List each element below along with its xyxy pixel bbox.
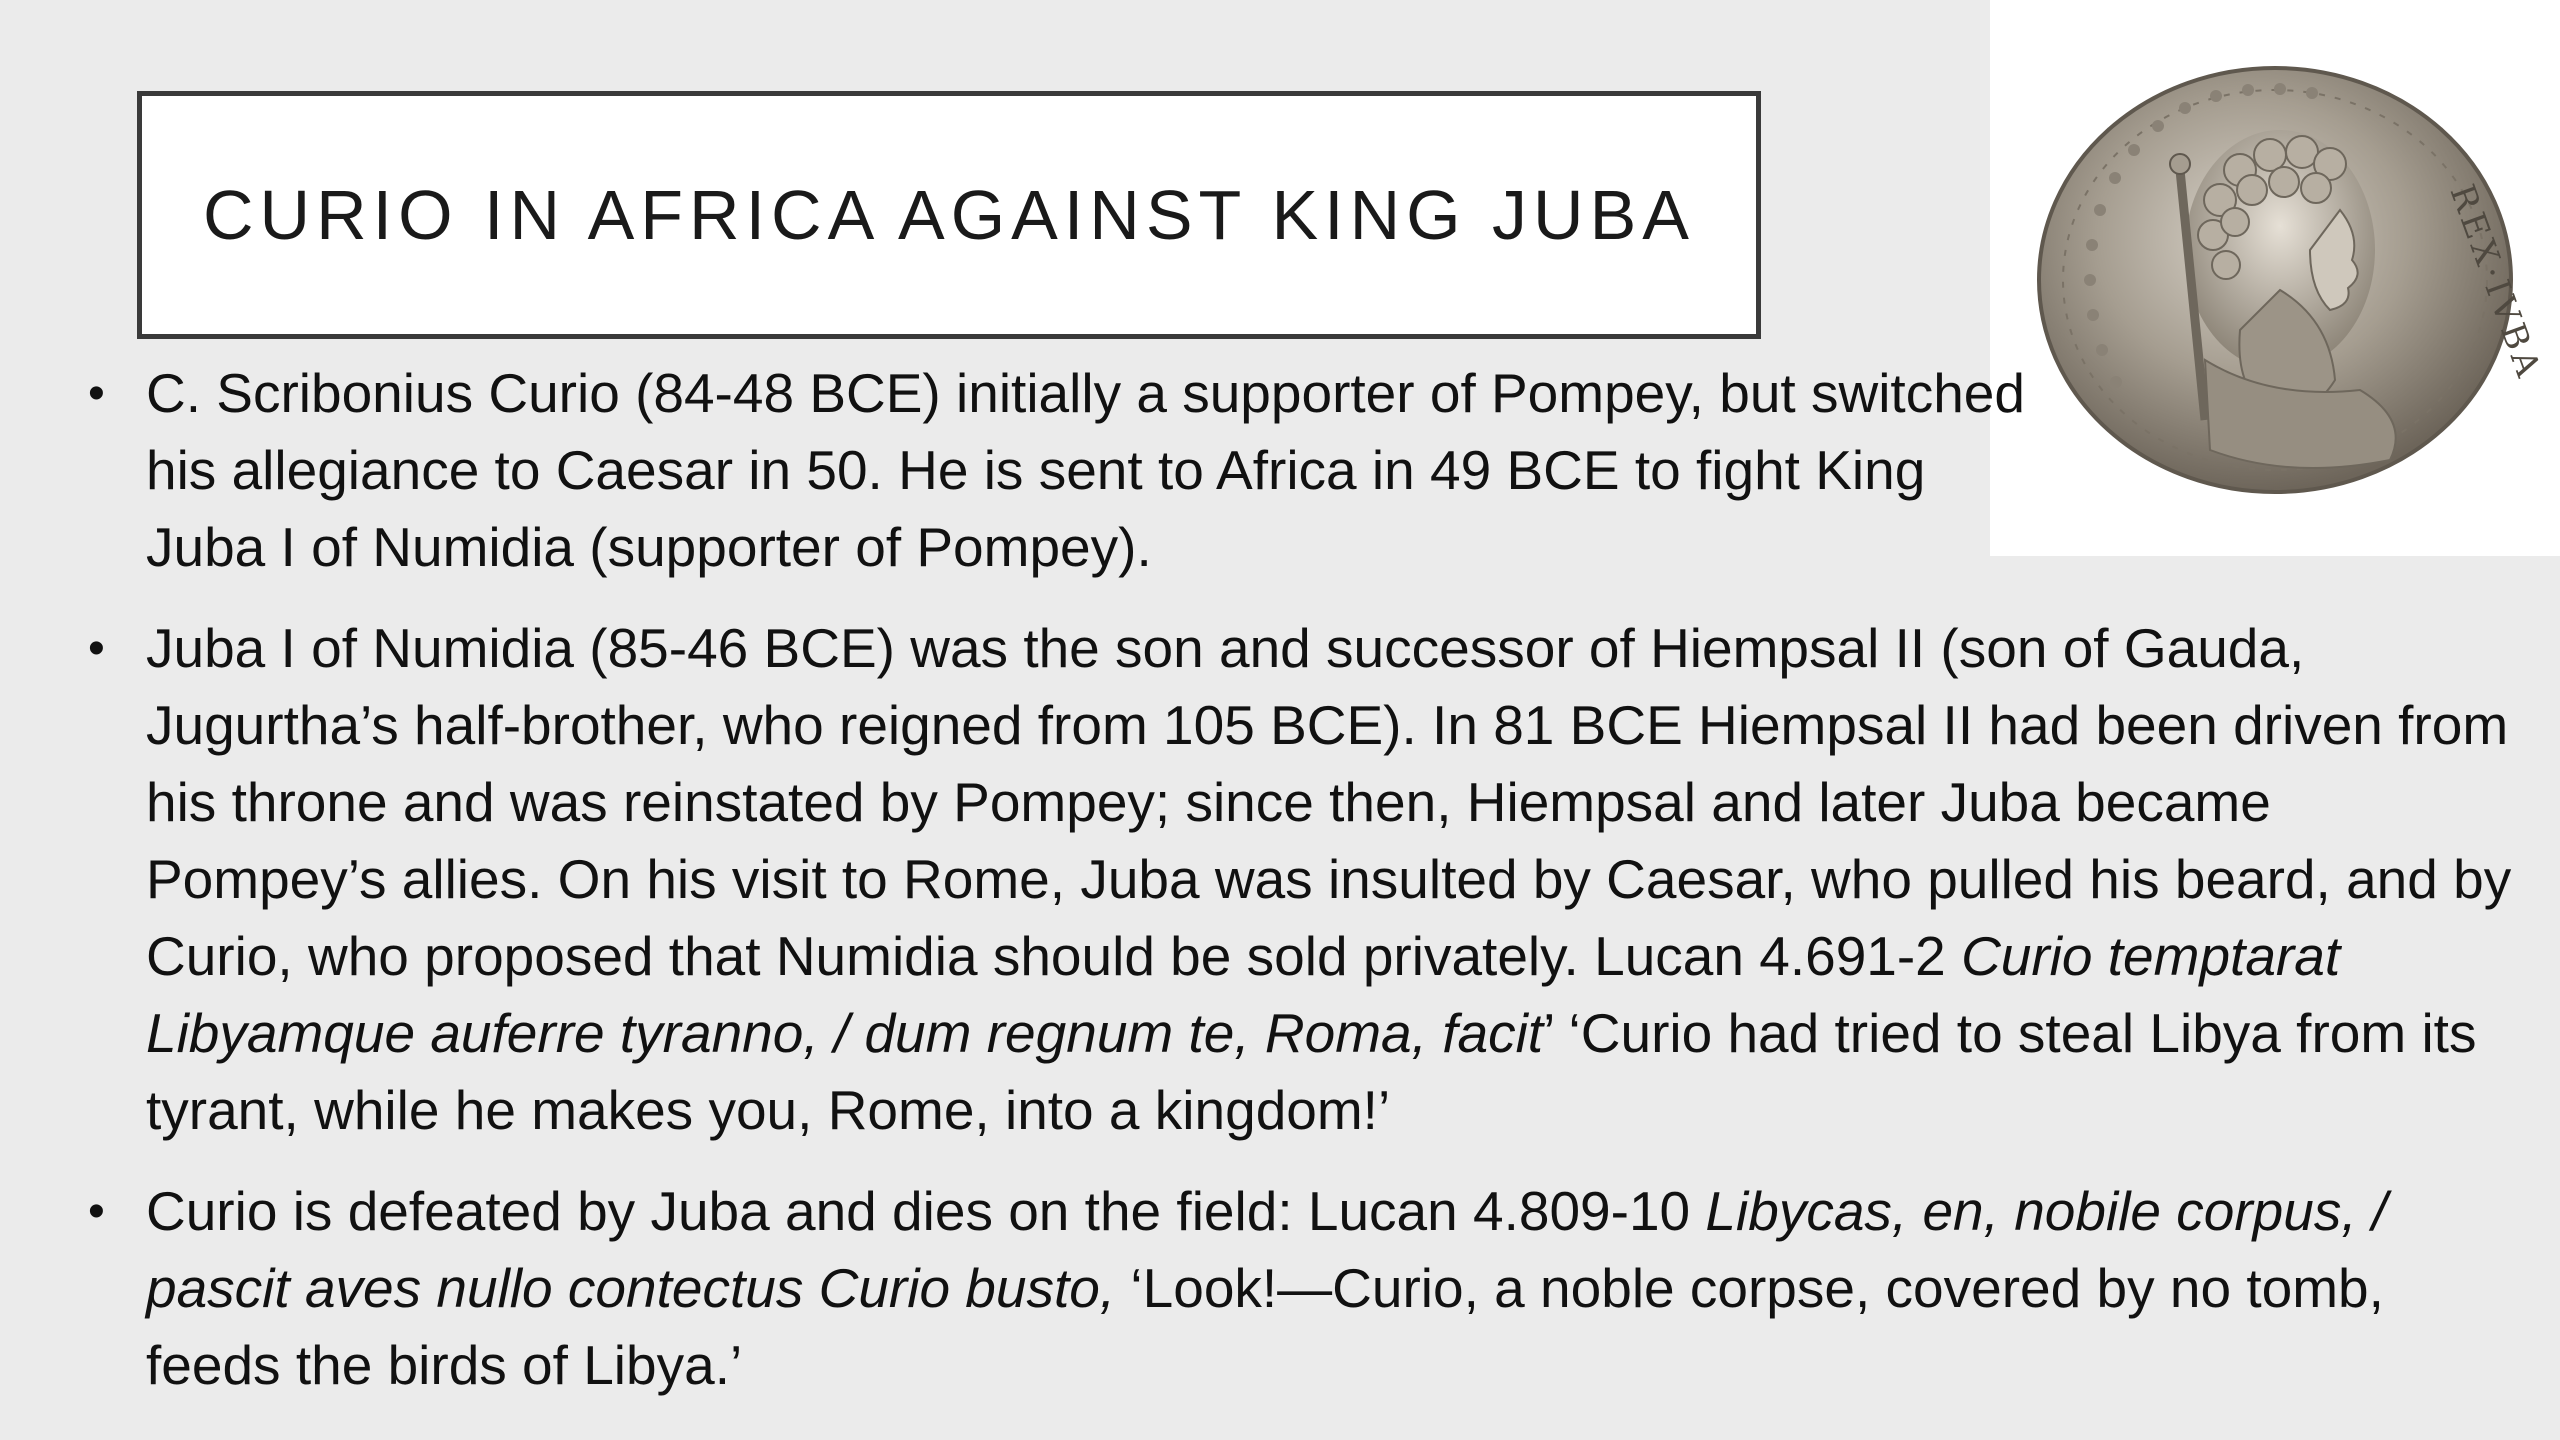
bullet-dot: • <box>88 622 105 675</box>
bullet-item-curio <box>80 355 2026 586</box>
coin-inscription: REX·IVBA <box>2441 179 2550 386</box>
title-box <box>137 91 1761 339</box>
bullet-text: Juba I of Numidia (85-46 BCE) was the son and successor of Hiempsal II (son of Gauda, Jugurtha’s half-brother, who reigned from 105 BCE). In 81 BCE Hiempsal II had been driven from his throne and was reinstated by Pompey; since then, Hiempsal and later Juba became Pompey’s allies. On his visit to Rome, Juba was insulted by Caesar, who pulled his beard, and by Curio, who proposed that Numidia should be sold privately. Lucan 4.691-2 <box>146 617 2512 987</box>
bullet-list <box>80 355 2520 1404</box>
latin-quote: Curio temptarat Libyamque auferre tyranno, / dum regnum te, Roma, facit <box>146 925 2341 1064</box>
bullet-text-translation: ’ ‘Curio had tried to steal Libya from its tyrant, while he makes you, Rome, into a kingdom!’ <box>146 1002 2477 1141</box>
bullet-dot: • <box>88 1185 105 1238</box>
latin-quote: Libycas, en, nobile corpus, / pascit aves nullo contectus Curio busto, <box>146 1180 2388 1319</box>
slide-title: CURIO IN AFRICA AGAINST KING JUBA <box>203 176 1695 254</box>
bullet-text: Curio is defeated by Juba and dies on the field: Lucan 4.809-10 <box>146 1180 1706 1242</box>
bullet-item-juba <box>80 610 2520 1149</box>
bullet-text-translation: ‘Look!—Curio, a noble corpse, covered by no tomb, feeds the birds of Libya.’ <box>146 1257 2384 1396</box>
bullet-text: C. Scribonius Curio (84-48 BCE) initially a supporter of Pompey, but switched his allegiance to Caesar in 50. He is sent to Africa in 49 BCE to fight King Juba I of Numidia (supporter of Pompey). <box>146 362 2025 578</box>
bullet-dot: • <box>88 367 105 420</box>
bullet-item-defeat <box>80 1173 2520 1404</box>
